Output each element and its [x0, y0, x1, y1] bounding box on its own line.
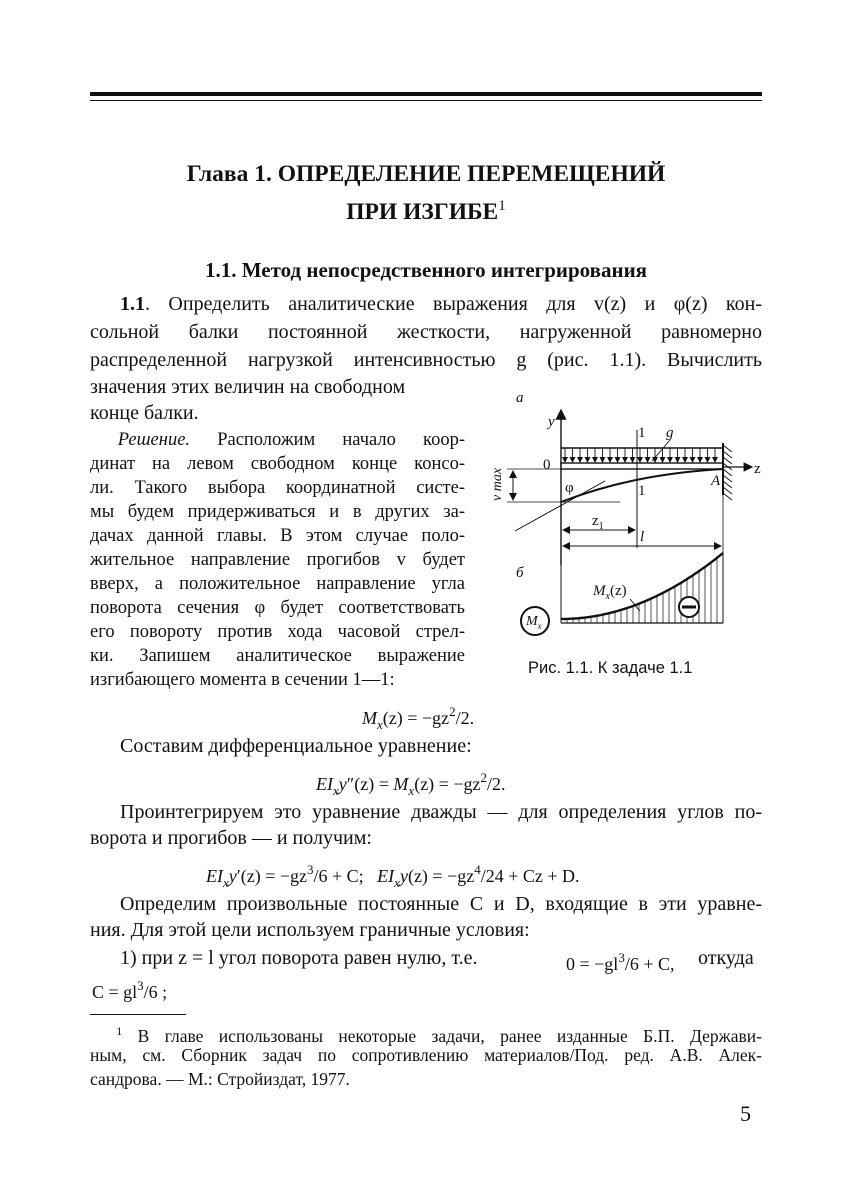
load-arrow-head	[630, 457, 636, 463]
solution-line1: Решение. Расположим начало коор-	[117, 430, 465, 450]
load-arrow-head	[645, 457, 651, 463]
load-arrows	[562, 448, 718, 463]
hatch-line	[723, 493, 732, 500]
page-number: 5	[740, 1101, 751, 1126]
fig-moment-label: $M_x(z)$	[593, 583, 627, 602]
wall-hatch	[723, 445, 732, 500]
fig-z1: $z_1$	[592, 513, 604, 532]
load-arrow-head	[577, 457, 583, 463]
footnote-line3: сандрова. — М.: Стройиздат, 1977.	[90, 1069, 350, 1089]
solution-label: Решение.	[117, 430, 191, 450]
load-arrow-head	[607, 457, 613, 463]
fig-section-bottom: 1	[638, 483, 646, 499]
problem-line3: распределенной нагрузкой интенсивностью g (рис. 1.1). Вычислить	[90, 349, 762, 371]
fig-support-a: A	[711, 473, 721, 489]
formula-integrated: $EI_xy'(z) = -gz^3/6 + C$; $EI_xy(z) = -gz^4/24 + Cz + D$.	[206, 862, 580, 890]
load-arrow-head	[570, 457, 576, 463]
load-arrow-head	[705, 457, 711, 463]
fig-label-b: б	[516, 565, 524, 581]
load-arrow-head	[690, 457, 696, 463]
solution-line: дачах данной главы. В этом случае поло-	[90, 526, 465, 546]
footnote-rule	[90, 1014, 186, 1015]
load-arrow-head	[675, 457, 681, 463]
load-arrow-head	[712, 457, 718, 463]
section-title: 1.1. Метод непосредственного интегрирования	[204, 258, 648, 282]
fig-load-g: g	[666, 425, 674, 441]
problem-line5: конце балки.	[90, 402, 199, 424]
load-arrow-head	[660, 457, 666, 463]
chapter-title-line2: ПРИ ИЗГИБЕ$^1$	[346, 198, 506, 225]
hatch-line	[723, 487, 732, 494]
footnote-line1: $^1$ В главе использованы некоторые задачи, ранее изданные Б.П. Держави-	[116, 1024, 762, 1046]
solution-line: мы будем придерживаться и в других за-	[90, 502, 465, 522]
fig-axis-z: z	[754, 461, 761, 477]
solution-last-line: изгибающего момента в сечении 1—1:	[90, 670, 395, 690]
hatch-line	[723, 451, 732, 458]
load-arrow-head	[615, 457, 621, 463]
fig-phi: φ	[565, 480, 574, 496]
fig-label-a: а	[516, 390, 524, 406]
header-rule-thin	[90, 100, 762, 101]
hatch-line	[723, 469, 732, 476]
solution-line: ли. Такого выбора координатной систе-	[90, 478, 465, 498]
solution-line: жительное направление прогибов v будет	[90, 550, 465, 570]
formula-differential: $EI_xy''(z) = M_x(z) = -gz^2/2$.	[316, 770, 506, 798]
solution-line: ки. Запишем аналитическое выражение	[90, 646, 465, 666]
condition1-line1: 1) при z = l угол поворота равен нулю, т.е.	[120, 947, 478, 969]
problem-line4: значения этих величин на свободном	[90, 376, 406, 398]
solution-line: поворота сечения φ будет соответствовать	[90, 598, 465, 618]
beam	[561, 463, 723, 469]
solution-line: его повороту против хода часовой стрел-	[90, 622, 465, 642]
solution-line: вверх, а положительное направление угла	[90, 574, 465, 594]
chapter-title-line1: Глава 1. ОПРЕДЕЛЕНИЕ ПЕРЕМЕЩЕНИЙ	[186, 161, 666, 187]
text-differential: Составим дифференциальное уравнение:	[120, 735, 472, 757]
load-arrow-head	[600, 457, 606, 463]
fig-axis-y: y	[548, 414, 555, 430]
load-arrow-head	[585, 457, 591, 463]
text-integrate-line2: ворота и прогибов — и получим:	[90, 827, 372, 849]
condition1-after: откуда	[698, 947, 754, 969]
problem-line1: 1.1. Определить аналитические выражения для v(z) и φ(z) кон-	[120, 293, 762, 315]
load-arrow-head	[592, 457, 598, 463]
header-rule-thick	[90, 92, 762, 96]
condition1-equation: $0 = -gl^3/6 + C$,	[566, 950, 675, 974]
formula-moment: $M_x(z) = -gz^2/2$.	[362, 704, 475, 732]
chapter-title	[90, 158, 762, 228]
text-integrate-line1: Проинтегрируем это уравнение дважды — для определения углов по-	[120, 801, 762, 823]
load-arrow-head	[562, 457, 568, 463]
footnote-mark: 1	[116, 1024, 123, 1038]
hatch-line	[723, 457, 732, 464]
condition1-c-equation: $C = gl^3/6$ ;	[92, 978, 168, 1002]
chapter-footnote-mark: 1	[498, 198, 506, 214]
problem-line2: сольной балки постоянной жесткости, нагруженной равномерно	[90, 321, 762, 343]
fig-origin: 0	[543, 457, 551, 473]
load-arrow-head	[697, 457, 703, 463]
load-arrow-head	[637, 457, 643, 463]
hatch-line	[723, 445, 732, 452]
hatch-line	[723, 481, 732, 488]
load-arrow-head	[667, 457, 673, 463]
fig-length-l: l	[640, 529, 645, 545]
figure-beam	[480, 385, 770, 650]
solution-line: динат на левом свободном конце консо-	[90, 454, 465, 474]
text-constants-line2: ния. Для этой цели используем граничные условия:	[90, 919, 530, 941]
load-arrow-head	[622, 457, 628, 463]
text-constants-line1: Определим произвольные постоянные C и D, входящие в эти уравне-	[120, 893, 762, 915]
hatch-line	[723, 475, 732, 482]
load-arrow-head	[682, 457, 688, 463]
footnote-line2: ным, см. Сборник задач по сопротивлению материалов/Под. ред. А.В. Алек-	[90, 1045, 762, 1065]
fig-section-top: 1	[638, 425, 646, 441]
problem-number: 1.1	[120, 293, 145, 315]
figure-caption: Рис. 1.1. К задаче 1.1	[528, 659, 693, 677]
fig-circle-moment: $M_x$	[526, 614, 542, 631]
fig-vmax: v max	[490, 467, 505, 501]
